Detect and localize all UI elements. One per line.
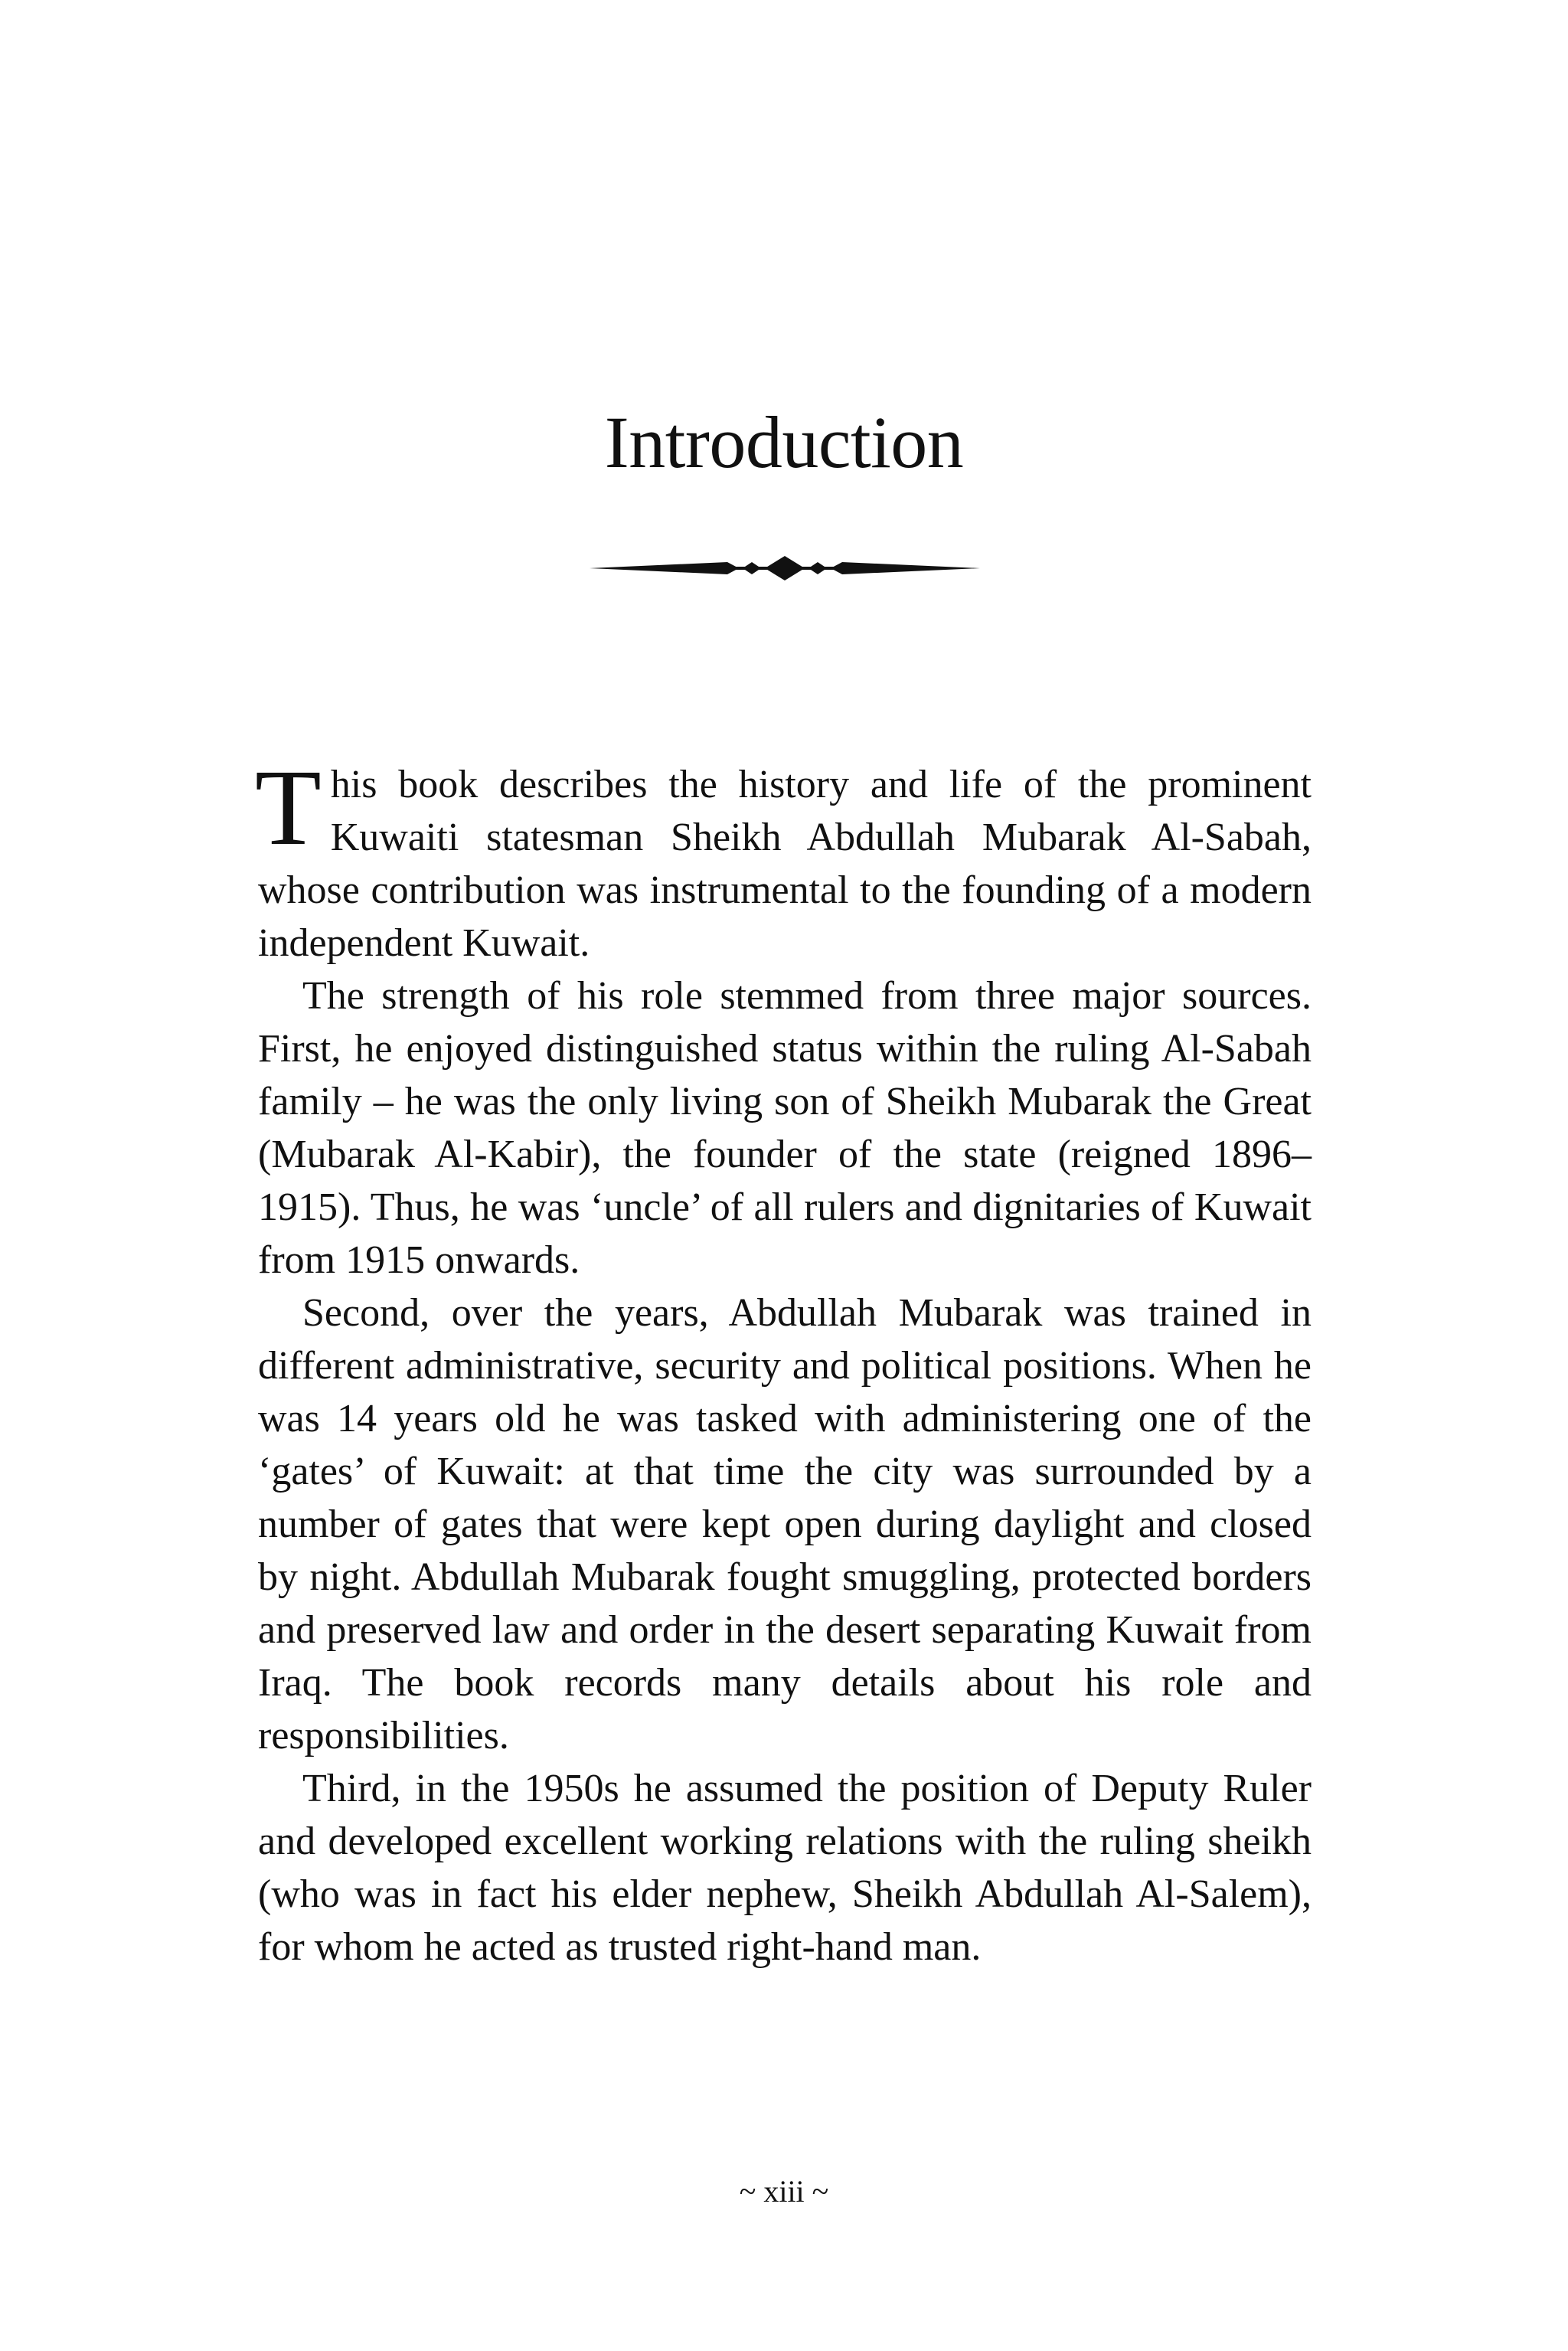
paragraph-1-text: his book describes the history and life of the prominent Kuwaiti statesman Sheikh Abdullah Mubarak Al-Sabah, whose contribution was instrumental to the founding of a modern independent Kuwait. <box>258 763 1312 965</box>
paragraph-4: Third, in the 1950s he assumed the position of Deputy Ruler and developed excellent working relations with the ruling sheikh (who was in fact his elder nephew, Sheikh Abdullah Al-Salem), for whom he acted as trusted right-hand man. <box>258 1767 1312 1969</box>
paragraph-2: The strength of his role stemmed from three major sources. First, he enjoyed distinguished status within the ruling Al-Sabah family – he was the only living son of Sheikh Mubarak the Great (Mubarak Al-Kabir), the founder of the state (reigned 1896–1915). Thus, he was ‘uncle’ of all rulers and dignitaries of Kuwait from 1915 onwards. <box>258 974 1312 1282</box>
paragraph-1 <box>255 747 1312 970</box>
paragraph-3: Second, over the years, Abdullah Mubarak was trained in different administrative, security and political positions. When he was 14 years old he was tasked with administering one of the ‘gates’ of Kuwait: at that time the city was surrounded by a number of gates that were kept open during daylight and closed by night. Abdullah Mubarak fought smuggling, protected borders and preserved law and order in the desert separating Kuwait from Iraq. The book records many details about his role and responsibilities. <box>258 1291 1312 1758</box>
chapter-title: Introduction <box>604 401 964 483</box>
drop-cap: T <box>255 747 322 868</box>
page-number: ~ xiii ~ <box>739 2174 829 2209</box>
decorative-rule-icon <box>590 551 980 585</box>
body-text <box>255 747 1312 1973</box>
